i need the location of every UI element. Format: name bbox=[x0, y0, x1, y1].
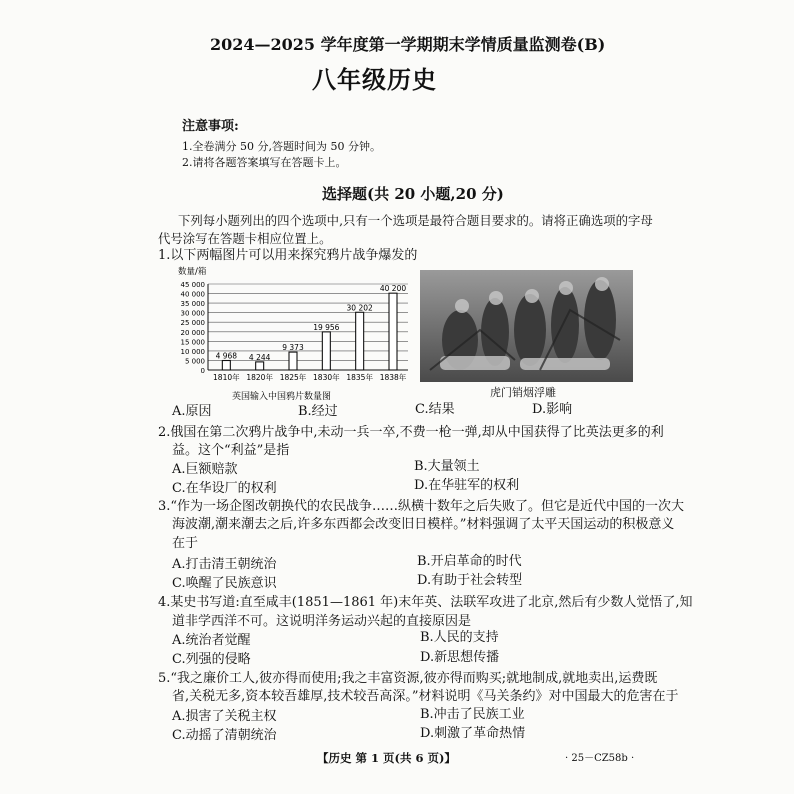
chart-xtick-label: 1835年 bbox=[346, 373, 373, 382]
chart-xtick-label: 1830年 bbox=[313, 373, 340, 382]
section-title: 选择题(共 20 小题,20 分) bbox=[322, 185, 504, 203]
chart-xtick-label: 1825年 bbox=[279, 373, 307, 382]
chart-value-label: 4 968 bbox=[215, 351, 238, 361]
chart-ytick-label: 40 000 bbox=[180, 290, 205, 299]
chart-value-label: 30 202 bbox=[346, 303, 373, 313]
chart-value-label: 40 200 bbox=[379, 284, 407, 294]
question-2-stem: 2.俄国在第二次鸦片战争中,未动一兵一卒,不费一枪一弹,却从中国获得了比英法更多的利 bbox=[158, 425, 664, 440]
notice-heading: 注意事项: bbox=[182, 119, 239, 134]
question-5-option-a[interactable]: A.损害了关税主权 bbox=[172, 709, 277, 724]
chart-ytick-label: 20 000 bbox=[180, 328, 205, 337]
chart-ytick-label: 15 000 bbox=[180, 338, 205, 347]
chart-ytick-label: 30 000 bbox=[180, 309, 205, 318]
question-1-option-a[interactable]: A.原因 bbox=[172, 404, 212, 419]
notice-item: 2.请将各题答案填写在答题卡上。 bbox=[182, 156, 347, 169]
chart-xtick-label: 1838年 bbox=[379, 373, 407, 382]
question-5-option-b[interactable]: B.冲击了民族工业 bbox=[420, 707, 525, 722]
subject-title: 八年级历史 bbox=[312, 65, 437, 94]
question-1-option-b[interactable]: B.经过 bbox=[298, 404, 338, 419]
question-5-stem: 省,关税无多,资本较吾雄厚,技术较吾高深。”材料说明《马关条约》对中国最大的危害在于 bbox=[172, 689, 679, 704]
question-2-stem: 益。这个“利益”是指 bbox=[172, 443, 290, 458]
question-1-stem: 1.以下两幅图片可以用来探究鸦片战争爆发的 bbox=[158, 248, 418, 263]
question-4-stem: 道非学西洋不可。这说明洋务运动兴起的直接原因是 bbox=[172, 614, 472, 629]
question-1-option-c[interactable]: C.结果 bbox=[415, 402, 455, 417]
chart-title: 英国输入中国鸦片数量图 bbox=[232, 392, 332, 402]
section-instruction: 代号涂写在答题卡相应位置上。 bbox=[158, 231, 332, 246]
chart-xtick-label: 1820年 bbox=[246, 373, 273, 382]
chart-ytick-label: 5 000 bbox=[184, 357, 205, 366]
chart-xtick-label: 1810年 bbox=[213, 373, 240, 382]
chart-bar bbox=[356, 312, 364, 370]
chart-bar bbox=[322, 332, 330, 370]
paper-code: · 25－CZ58b · bbox=[565, 753, 635, 764]
chart-bar bbox=[289, 352, 297, 370]
question-4-option-b[interactable]: B.人民的支持 bbox=[420, 630, 499, 645]
question-4-option-a[interactable]: A.统治者觉醒 bbox=[172, 633, 251, 648]
question-3-option-c[interactable]: C.唤醒了民族意识 bbox=[172, 576, 277, 591]
question-5-option-d[interactable]: D.刺激了革命热情 bbox=[420, 726, 526, 741]
exam-title: 2024—2025 学年度第一学期期末学情质量监测卷(B) bbox=[210, 35, 606, 54]
question-2-option-b[interactable]: B.大量领土 bbox=[414, 459, 480, 474]
question-4-option-d[interactable]: D.新思想传播 bbox=[420, 650, 500, 665]
chart-svg bbox=[168, 262, 416, 406]
question-3-stem: 在于 bbox=[172, 536, 199, 551]
chart-ytick-label: 10 000 bbox=[180, 347, 205, 356]
question-5-stem: 5.“我之廉价工人,彼亦得而使用;我之丰富资源,彼亦得而购买;就地制成,就地卖出,运费既 bbox=[158, 671, 658, 686]
chart-value-label: 9 373 bbox=[282, 343, 304, 353]
chart-bar bbox=[389, 293, 397, 370]
question-5-option-c[interactable]: C.动摇了清朝统治 bbox=[172, 728, 277, 743]
question-3-option-b[interactable]: B.开启革命的时代 bbox=[417, 554, 522, 569]
chart-ytick-label: 0 bbox=[200, 367, 205, 375]
question-2-option-c[interactable]: C.在华设厂的权利 bbox=[172, 481, 277, 496]
chart-ytick-label: 35 000 bbox=[180, 300, 205, 309]
question-4-stem: 4.某史书写道:直至咸丰(1851—1861 年)末年英、法联军攻进了北京,然后有少数人觉悟了,知 bbox=[158, 595, 693, 610]
question-4-option-c[interactable]: C.列强的侵略 bbox=[172, 652, 251, 667]
question-3-option-a[interactable]: A.打击清王朝统治 bbox=[172, 557, 277, 572]
chart-ylabel: 数量/箱 bbox=[178, 267, 207, 277]
question-3-option-d[interactable]: D.有助于社会转型 bbox=[417, 573, 523, 588]
chart-bar bbox=[222, 361, 230, 370]
opium-import-chart bbox=[168, 262, 416, 406]
chart-ytick-label: 25 000 bbox=[180, 319, 205, 328]
question-2-option-a[interactable]: A.巨额赔款 bbox=[172, 462, 238, 477]
section-instruction: 下列每小题列出的四个选项中,只有一个选项是最符合题目要求的。请将正确选项的字母 bbox=[178, 213, 653, 228]
question-2-option-d[interactable]: D.在华驻军的权利 bbox=[414, 478, 520, 493]
notice-item: 1.全卷满分 50 分,答题时间为 50 分钟。 bbox=[182, 140, 381, 153]
relief-caption: 虎门销烟浮雕 bbox=[490, 386, 556, 399]
question-3-stem: 海波潮,潮来潮去之后,许多东西都会改变旧日模样。”材料强调了太平天国运动的积极意义 bbox=[172, 517, 675, 532]
page-footer: 【历史 第 1 页(共 6 页)】 bbox=[317, 751, 456, 765]
humen-relief-image bbox=[420, 270, 633, 382]
chart-value-label: 4 244 bbox=[248, 352, 271, 362]
chart-ytick-label: 45 000 bbox=[180, 281, 205, 289]
chart-value-label: 19 956 bbox=[313, 322, 340, 332]
question-3-stem: 3.“作为一场企图改朝换代的农民战争……纵横十数年之后失败了。但它是近代中国的一次大 bbox=[158, 499, 685, 514]
chart-bar bbox=[256, 362, 264, 370]
question-1-option-d[interactable]: D.影响 bbox=[532, 402, 573, 417]
